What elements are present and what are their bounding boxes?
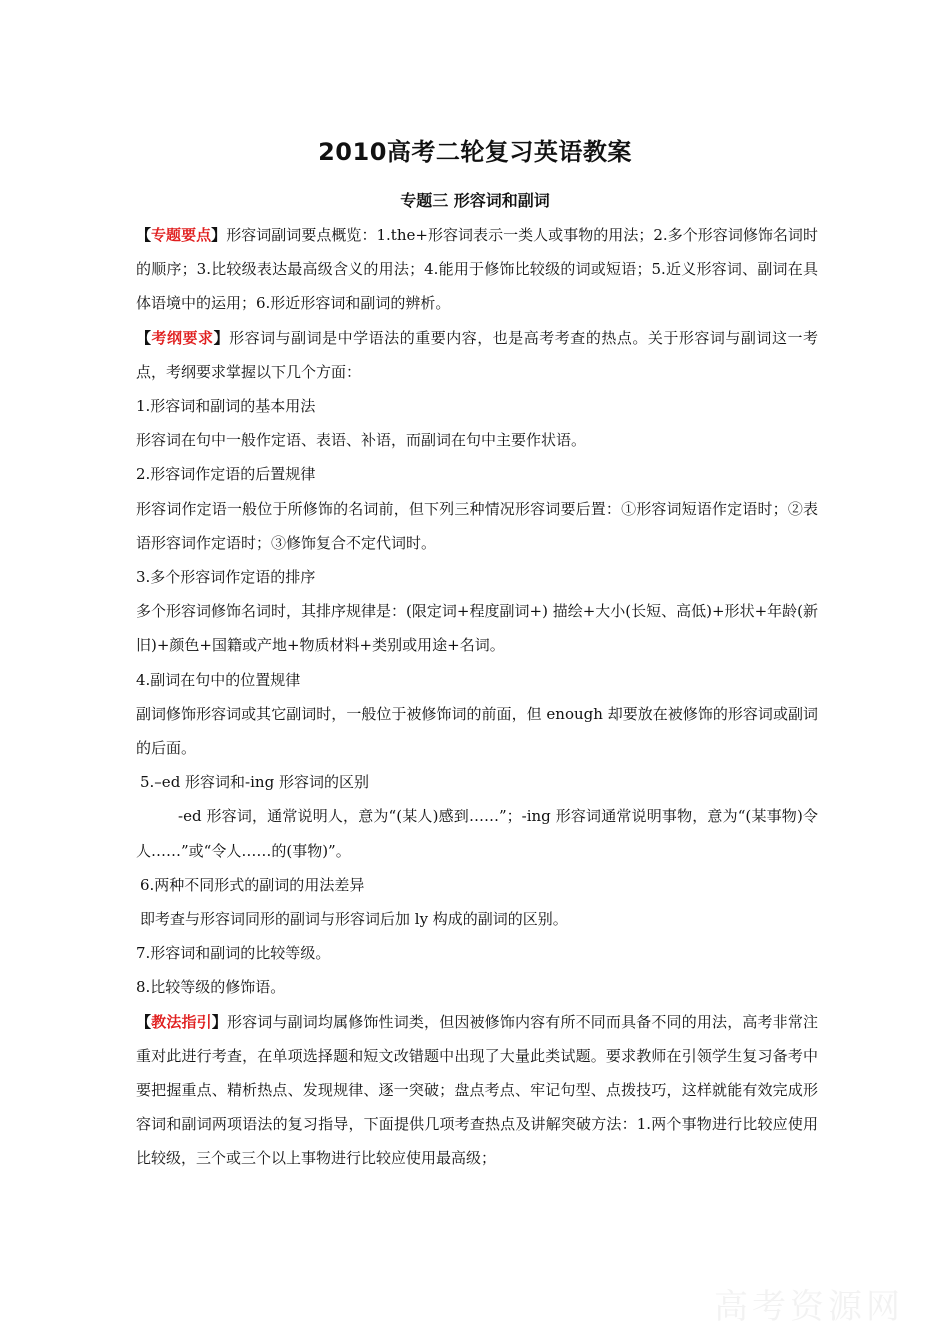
point-heading: 5.–ed 形容词和-ing 形容词的区别 [140,773,369,792]
section-tag: 【考纲要求】 [136,328,230,347]
point-text: -ed 形容词，通常说明人，意为“(某人)感到……”；-ing 形容词通常说明事物，意为“(某事物)令人……”或“令人……的(事物)”。 [136,807,818,860]
point-heading: 6.两种不同形式的副词的用法差异 [140,875,365,894]
section-tag: 【教法指引】 [136,1012,227,1031]
point-text: 形容词作定语一般位于所修饰的名词前，但下列三种情况形容词要后置：①形容词短语作定语时；②表语形容词作定语时；③修饰复合不定代词时。 [136,499,818,552]
section-tag: 【专题要点】 [136,226,227,244]
point-heading: 3.多个形容词作定语的排序 [136,568,316,587]
watermark: 高考资源网 [714,1287,904,1327]
point-text: 形容词在句中一般作定语、表语、补语，而副词在句中主要作状语。 [136,431,587,450]
point-heading: 2.形容词作定语的后置规律 [136,465,316,484]
point-text: 即考查与形容词同形的副词与形容词后加 ly 构成的副词的区别。 [140,910,568,929]
document-subtitle: 专题三 形容词和副词 [400,191,550,210]
point-heading: 4.副词在句中的位置规律 [136,670,301,689]
document-body [136,218,818,1176]
point-heading: 8.比较等级的修饰语。 [136,978,286,997]
point-heading: 1.形容词和副词的基本用法 [136,397,316,416]
point-text: 副词修饰形容词或其它副词时，一般位于被修饰词的前面，但 enough 却要放在被修饰的形容词或副词的后面。 [136,704,818,758]
section-text: 形容词与副词是中学语法的重要内容，也是高考考查的热点。关于形容词与副词这一考点，考纲要求掌握以下几个方面： [136,328,818,381]
section-text: 形容词与副词均属修饰性词类，但因被修饰内容有所不同而具备不同的用法，高考非常注重对此进行考查，在单项选择题和短文改错题中出现了大量此类试题。要求教师在引领学生复习备考中要把握重点、精析热点、发现规律、逐一突破；盘点考点、牢记句型、点拨技巧，这样就能有效完成形容词和副词两项语法的复习指导，下面提供几项考查热点及讲解突破方法：1.两个事物进行比较应使用比较级，三个或三个以上事物进行比较应使用最高级； [136,1012,818,1168]
document-title: 2010高考二轮复习英语教案 [318,138,632,166]
point-heading: 7.形容词和副词的比较等级。 [136,944,331,963]
section-syllabus [136,321,818,389]
point-text: 多个形容词修饰名词时，其排序规律是：(限定词+程度副词+) 描绘+大小(长短、高低)+形状+年龄(新旧)+颜色+国籍或产地+物质材料+类别或用途+名词。 [136,602,818,655]
section-text: 形容词副词要点概览：1.the+形容词表示一类人或事物的用法；2.多个形容词修饰名词时的顺序；3.比较级表达最高级含义的用法；4.能用于修饰比较级的词或短语；5.近义形容词、副词在具体语境中的运用；6.形近形容词和副词的辨析。 [136,226,818,313]
section-teaching-guide [136,1005,818,1176]
section-key-points [136,218,818,321]
